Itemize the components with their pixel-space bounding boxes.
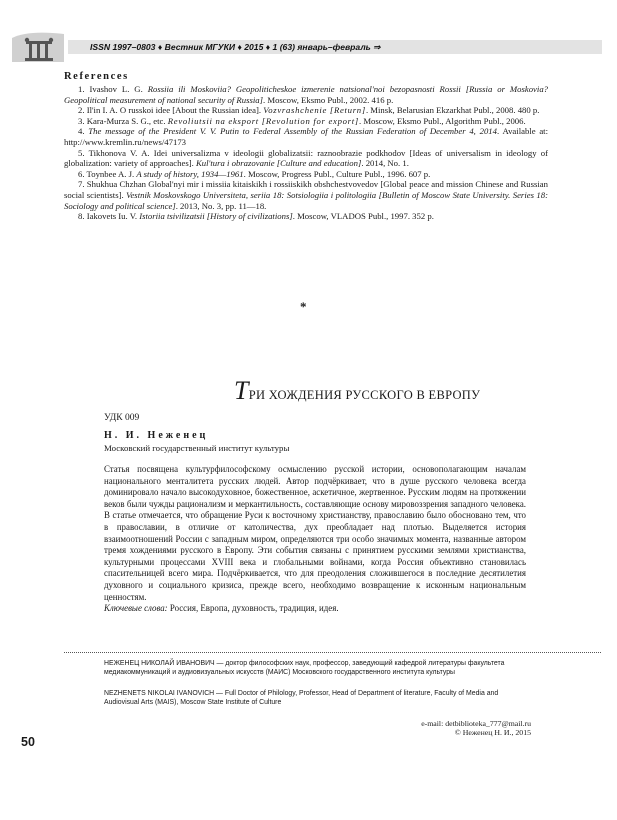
reference-item: 2. Il'in I. A. O russkoi idee [About the Russian idea]. Vozvrashchenie [Return]. Minsk, Belarusian Ekzarkhat Publ., 2008. 480 p. bbox=[78, 105, 540, 116]
title-initial: Т bbox=[234, 376, 249, 405]
reference-item: 6. Toynbee A. J. A study of history, 1934—1961. Moscow, Progress Publ., Culture Publ., 1996. 607 p. bbox=[78, 168, 431, 179]
reference-item: 5. Tikhonova V. A. Idei universalizma v ideologii globalizatsii: raznoobrazie podkhodov [Ideas of universalism in ideology of globalization: variety of approaches]. Kul'tura i obrazovanie [Culture and education]. 2014, No. 1. bbox=[64, 147, 549, 169]
abstract-text: Статья посвящена культурфилософскому осмыслению русской истории, основополагающим началам национального менталитета русских людей. Автор подчёркивает, что в душе русского человека всегда доминировало начало высокодуховное, божественное, аскетичное, жертвенное. Русским людям на протяжении веков были чужды рационализм и меркантильность, составляющие основу мировоззрения западного человека. В статье отмечается, что обращение Руси к восточному христианству, православию было обосновано тем, что в православии, в отличие от католичества, дух преобладает над плотью. Выделяется история взаимоотношений России с западным миром, определяются три особо значимых момента, названные автором тремя хождениями русского в Европу. Эти события связаны с принятием русскими землями христианства, культурными процессами XVIII века и глобальными войнами, когда Россия объективно становилась спасительницей всего мира. Подчёркивается, что для преодоления сложившегося в последние десятилетия духовного и социального кризиса, прежде всего, необходимо возвращение к исконным национальным ценностям. bbox=[104, 464, 526, 602]
abstract bbox=[104, 464, 526, 615]
copyright: © Неженец Н. И., 2015 bbox=[454, 728, 531, 738]
journal-logo-icon bbox=[10, 30, 66, 66]
header-separator: ♦ bbox=[237, 42, 242, 52]
author-name: Н. И. Неженец bbox=[104, 430, 209, 441]
header-separator: ♦ bbox=[157, 42, 163, 52]
issn: ISSN 1997–0803 bbox=[90, 42, 156, 52]
title-rest: РИ ХОЖДЕНИЯ РУССКОГО В ЕВРОПУ bbox=[248, 388, 481, 402]
keywords-label: Ключевые слова: bbox=[104, 603, 168, 614]
article-title bbox=[234, 376, 480, 406]
references-heading: References bbox=[64, 71, 129, 82]
year: 2015 bbox=[244, 42, 264, 52]
reference-item: 7. Shukhua Chzhan Global'nyi mir i missiia kitaiskikh i rossiiskikh obshchestvovedov [Global peace and mission Chinese and Russian social scientists]. Vestnik Moskovskogo Universiteta, seriia 18: Sotsiologiia i politologiia [Bulletin of Moscow State University. Series 18: Sociology and political science]. 2013, No. 3, pp. 11—18. bbox=[64, 179, 549, 211]
author-bio-ru: НЕЖЕНЕЦ НИКОЛАЙ ИВАНОВИЧ — доктор философских наук, профессор, заведующий кафедрой литературы факультета медиакоммуникаций и аудиовизуальных искусств (МАИС) Московского государственного института культуры bbox=[104, 660, 505, 677]
udk-code: УДК 009 bbox=[104, 413, 140, 423]
footnote-divider bbox=[64, 652, 601, 653]
keywords bbox=[104, 603, 526, 615]
reference-item: 3. Kara-Murza S. G., etc. Revoliutsii na eksport [Revolution for export]. Moscow, Eksmo Publ., Algorithm Publ., 2006. bbox=[78, 115, 526, 126]
page-number: 50 bbox=[21, 735, 35, 749]
section-divider: * bbox=[300, 299, 307, 314]
header-separator: ♦ bbox=[265, 42, 271, 52]
keywords-list: Россия, Европа, духовность, традиция, идея. bbox=[169, 603, 339, 614]
reference-item: 1. Ivashov L. G. Rossiia ili Moskoviia? Geopoliticheskoe izmerenie natsional'noi bezopasnosti Rossii [Russia or Moskovia? Geopolitical measurement of national security of Russia]. Moscow, Eksmo Publ., 2002. 416 p. bbox=[64, 84, 549, 105]
running-header bbox=[90, 40, 380, 54]
references-list bbox=[64, 84, 548, 222]
reference-item: 8. Iakovets Iu. V. Istoriia tsivilizatsii [History of civilizations]. Moscow, VLADOS Publ., 1997. 352 p. bbox=[78, 211, 434, 222]
author-email: e-mail: detbiblioteka_777@mail.ru bbox=[421, 719, 531, 728]
reference-item: 4. The message of the President V. V. Putin to Federal Assembly of the Russian Federation of December 4, 2014. Available at: http://www.kremlin.ru/news/47173 bbox=[64, 126, 549, 147]
contact-block bbox=[421, 719, 531, 738]
author-affiliation: Московский государственный институт культуры bbox=[104, 443, 290, 453]
author-bio-en: NEZHENETS NIKOLAI IVANOVICH — Full Doctor of Philology, Professor, Head of Department of literature, Faculty of Media and Audiovisual Arts (MAIS), Moscow State Institute of Culture bbox=[104, 690, 499, 707]
journal-name: Вестник МГУКИ bbox=[164, 42, 236, 52]
arrow-icon: ⇒ bbox=[373, 42, 381, 52]
issue: 1 (63) январь–февраль bbox=[272, 42, 371, 52]
